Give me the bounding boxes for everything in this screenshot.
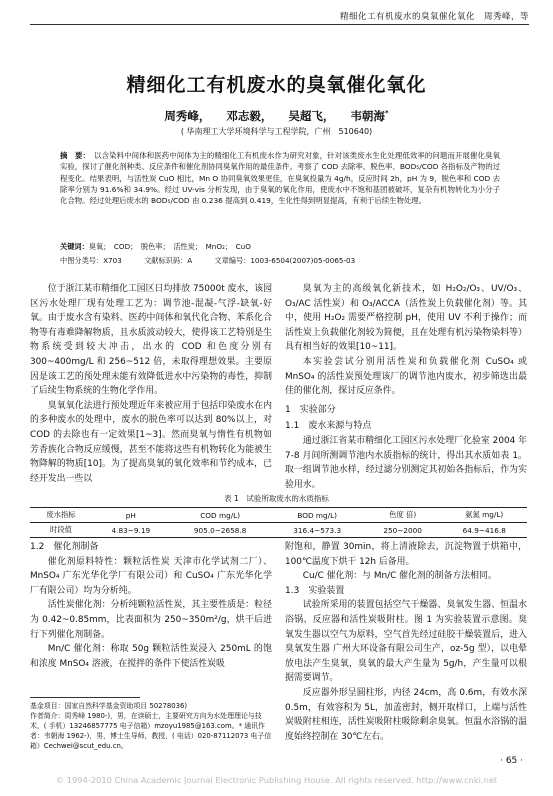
body-paragraph: Mn/C 催化剂：称取 50g 颗粒活性炭浸入 250mL 的饱和浓度 MnSO₄ 溶液，在搅拌的条件下使活性炭吸 (30, 644, 272, 669)
table-header-cell: 氨氮 mg/L) (465, 510, 504, 519)
body-paragraph: 催化剂原料特性：颗粒活性炭 天津市化学试剂二厂）、MnSO₄ 广东光华化学厂有限公司）和 CuSO₄ 广东光华化学厂有限公司）均为分析纯。 (30, 556, 272, 596)
body-paragraph: 位于浙江某市精细化工园区日均排放 75000t 废水，该园区污水处理厂现有处理工艺为：调节池-混凝-气浮-缺氧-好氧。由于废水含有染料、医药中间体和氧代化合物、苯系化合物等有毒难降解物质，且水质波动较大，使得该工艺特别是生物系统受到较大冲击，出水的 COD 和色度分别有 300~400mg/L 和 256~512 倍，未取得理想效果。主要原因是该工艺的预处理未能有效降低进水中污染物的毒性，抑制了后续生物系统的生物化学作用。 (30, 284, 272, 397)
paper-title: 精细化工有机废水的臭氧催化氧化 (126, 74, 427, 96)
author-list: 周秀峰， 邓志毅， 吴超飞， 韦朝海* (164, 109, 389, 123)
footnotes (30, 701, 275, 751)
table-cell: 时段值 (50, 525, 72, 534)
table-caption: 表 1 试验所取废水的水质指标 (224, 494, 329, 503)
copyright-watermark: © 1994-2010 China Academic Journal Electronic Publishing House. All rights reserved. http://www.cnki.net (55, 775, 498, 785)
author-name: 邓志毅， (226, 109, 273, 123)
author-name: 韦朝海 (350, 109, 385, 123)
body-paragraph: 臭氧为主的高级氧化新技术，如 H₂O₂/O₃、UV/O₃、O₃/AC 活性炭）和 O₃/ACCA（活性炭上负载催化剂）等。其中，使用 H₂O₂ 需要严格控制 pH，使用 UV 不利于操作；而活性炭上负载催化剂较为简便，且在处理有机污染物染料等）具有相当好的效果[10~11]。 (285, 284, 527, 353)
table-header-cell: 色度 倍) (389, 510, 417, 519)
abstract (60, 150, 500, 206)
affiliation: ( 华南理工大学环境科学与工程学院，广州 510640) (180, 127, 373, 136)
table-cell: 4.83~9.19 (111, 525, 151, 535)
body-paragraph: 反应器外形呈圆柱形，内径 24cm，高 0.6m，有效水深 0.5m，有效容积为 5L，加盖密封，侧开取样口，上端与活性炭吸附柱相连，活性炭吸附柱吸除剩余臭氧。恒温水浴锅的温度始终控制在 30℃左右。 (285, 687, 527, 742)
author-name: 周秀峰， (164, 109, 211, 123)
header-rule (30, 24, 529, 25)
right-column-bottom (285, 540, 527, 744)
clc-code: 中图分类号：X703 (60, 256, 122, 265)
table-header-cell: BOD mg/L) (297, 510, 338, 520)
table-header-cell: 废水指标 (46, 510, 76, 519)
keywords-label: 关键词： (60, 242, 89, 251)
table-cell: 905.0~2658.8 (193, 525, 247, 535)
classification-line (60, 256, 355, 266)
table-cell: 250~2000 (383, 525, 422, 535)
running-header: 精细化工有机废水的臭氧催化氧化 周秀峰，等 (339, 12, 529, 22)
author-name: 吴超飞， (288, 109, 335, 123)
table-cell: 64.9~416.8 (462, 525, 506, 535)
subsection-heading: 1.3 实验装置 (285, 585, 345, 596)
body-paragraph: 活性炭催化剂：分析纯颗粒活性炭，其主要性质是：粒径为 0.42~0.85mm，比表面积为 250~350m²/g，烘干后进行下列催化剂制备。 (30, 600, 272, 640)
body-paragraph: 臭氧氧化法进行预处理近年来被应用于包括印染废水在内的多种废水的处理中，废水的脱色率可以达到 80%以上，对 COD 的去除也有一定效果[1~3]。然而臭氧与惰性有机物如芳香族化合物反应缓慢，甚至不能将这些有机物转化为能被生物降解的物质[10]。为了提高臭氧的氧化效率和节约成本，已经开发出一些以 (30, 400, 272, 484)
document-code: 文献标识码：A (144, 256, 193, 265)
table-header-row (30, 508, 527, 523)
abstract-label: 摘 要： (60, 151, 91, 160)
keywords (60, 242, 251, 252)
body-paragraph: 本实验尝试分别用活性炭和负载催化剂 CuSO₄ 或 MnSO₄ 的活性炭预处理该厂的调节池内废水，初步筛选出最佳的催化剂，探讨反应条件。 (285, 356, 527, 397)
subsection-heading: 1.1 废水来源与特点 (285, 421, 372, 432)
body-paragraph: Cu/C 催化剂：与 Mn/C 催化剂的制备方法相同。 (302, 571, 497, 582)
footnote-rule (30, 697, 140, 698)
body-paragraph: 通过浙江省某市精细化工园区污水处理厂化验室 2004 年 7-8 月间所测调节池内水质指标的统计，得出其水质如表 1。取一组调节池水样，经过滤分别测定其初始各指标后，作为实验用水。 (285, 435, 527, 490)
footnote-author-info: 作者简介：周秀峰 1980-)，男，在读硕士，主要研究方向为水处理理论与技术，( 手机）13246857775 电子信箱）mzoyu1985@163.com。* 通讯作者：韦朝海 1962-)，男，博士生导师，教授，( 电话）020-87112073 电子信箱）Cechwei@scut_edu.cn。 (30, 712, 272, 750)
keywords-text: 臭氧； COD； 脱色率； 活性炭； MnO₂； CuO (88, 242, 251, 251)
right-column-top (285, 282, 527, 492)
table-row (30, 523, 527, 538)
table-header-cell: pH (125, 510, 136, 520)
subsection-heading: 1.2 催化剂制备 (30, 542, 99, 552)
left-column-bottom (30, 540, 272, 671)
body-paragraph: 附饱和，静置 30min，将上清液除去，沉淀物置于烘箱中，100℃温度下烘干 12h 后备用。 (285, 542, 527, 567)
section-heading: 1 实验部分 (285, 404, 336, 415)
abstract-text: 以含染料中间体和医药中间体为主的精细化工有机废水作为研究对象，针对该类废水生化处理低效率的问题而开展催化臭氧实验，探讨了催化剂种类、反应条件和催化剂协同臭氧作用的最佳条件。考察了 COD 去除率、脱色率、BOD₅/COD 各指标及产物的过程变化。结果表明，与活性炭 CuO 相比，Mn O 协同臭氧效果更佳，在臭氧投量为 4g/h，反应时间 2h，pH 为 9，脱色率和 COD 去除率分别为 91.6%和 34.9%。经过 UV-vis 分析发现，由于臭氧的氧化作用，使废水中不饱和基团被破坏，复杂有机物转化为小分子化合物。经过处理后废水的 BOD₅/COD 由 0.236 提高到 0.419，生化性得到明显提高，有利于后续生物处理。 (60, 151, 500, 206)
article-number: 文章编号：1003-6504(2007)05-0065-03 (214, 256, 356, 265)
water-quality-table (30, 507, 527, 538)
body-paragraph: 试验所采用的装置包括空气干燥器、臭氧发生器、恒温水浴锅、反应器和活性炭吸附柱。图 1 为实验装置示意图。臭氧发生器以空气为原料，空气首先经过硅胶干燥装置后，进入臭氧发生器 广州大环设备有限公司生产，oz-5g 型），以电晕放电法产生臭氧，臭氧的最大产生量为 5g/h，产生量可以根据需要调节。 (285, 600, 527, 684)
table-header-cell: COD mg/L) (200, 510, 241, 520)
left-column-top (30, 282, 272, 486)
table-cell: 316.4~573.3 (293, 525, 342, 535)
page-number: · 65 · (500, 756, 523, 766)
footnote-funding: 基金项目：国家自然科学基金资助项目 50278036) (30, 702, 188, 710)
